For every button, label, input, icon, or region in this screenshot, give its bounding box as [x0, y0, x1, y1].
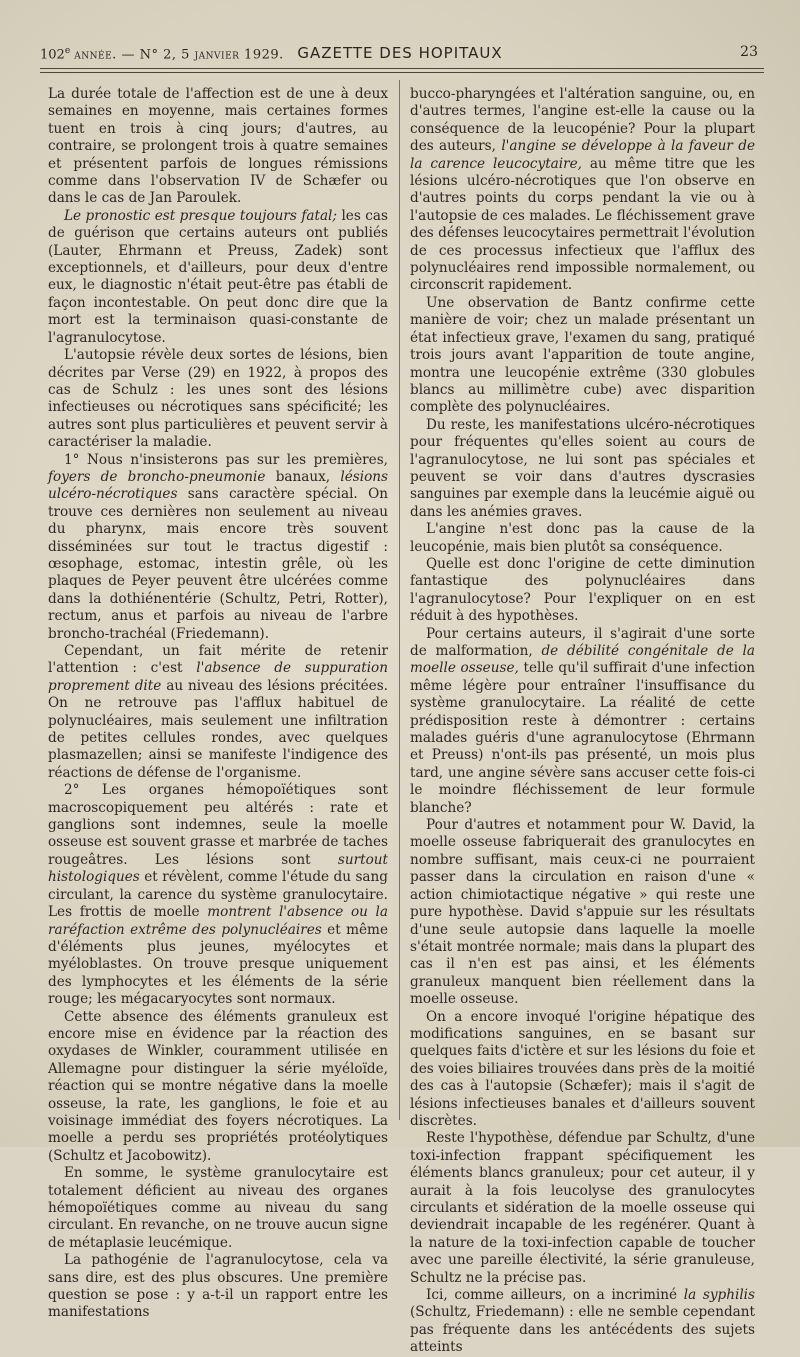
text-run: Cette absence des éléments granuleux est encore mise en évidence par la réaction des oxydases de Winkler, couramment utilisée en Allemagne pour distinguer la série myéloïde, réaction qui se montre négative dans la moelle osseuse, la rate, les ganglions, le foie et au voisinage immédiat des foyers nécrotiques. La moelle a perdu ses propriétés protéolytiques (Schultz et Jacobowitz). [48, 1008, 388, 1164]
text-run: La pathogénie de l'agranulocytose, cela va sans dire, est des plus obscures. Une première question se pose : y a-t-il un rapport entre les manifestations [48, 1252, 388, 1321]
text-run: les cas de guérison que certains auteurs ont publiés (Lauter, Ehrmann et Preuss, Zadek) sont exceptionnels, et d'ailleurs, pour deux d'entre eux, le diagnostic n'était peut-être pas établi de façon incontestable. On peut donc dire que la mort est la terminaison quasi-constante de l'agranulocytose. [48, 207, 388, 346]
column-divider [399, 80, 400, 1120]
text-run: au niveau des lésions précitées. On ne retrouve pas l'afflux habituel de polynucléaires, mais seulement une infiltration de petites cellules rondes, avec quelques plasmazellen; ainsi se manifeste l'indigence des réactions de défense de l'organisme. [48, 677, 388, 781]
page-header [40, 40, 760, 66]
paragraph [410, 295, 755, 417]
italic-text: l'angine se développe à la faveur de la carence leucocytaire, [410, 138, 755, 172]
text-run: et même d'éléments plus jeunes, myélocytes et myéloblastes. On trouve presque uniquement des lymphocytes et les éléments de la série rouge; les mégacaryocytes sont normaux. [48, 921, 388, 1008]
text-run: 2° Les organes hémopoïétiques sont macroscopiquement peu altérés : rate et ganglions sont indemnes, seule la moelle osseuse est souvent grasse et marbrée de taches rougeâtres. Les lésions sont [48, 782, 388, 868]
text-run: Reste l'hypothèse, défendue par Schultz, d'une toxi-infection frappant spécifiquement les éléments blancs granuleux; pour cet auteur, il y aurait à la fois leucolyse des granulocytes circulants et sidération de la moelle osseuse qui deviendrait incapable de les regénérer. Quant à la nature de la toxi-infection capable de toucher avec une pareille électivité, la série granuleuse, Schultz ne la précise pas. [410, 1130, 755, 1286]
paragraph [410, 1130, 755, 1287]
italic-text: lésions ulcéro-nécrotiques [48, 468, 388, 503]
text-run: En somme, le système granulocytaire est totalement déficient au niveau des organes hémopoïétiques comme au niveau du sang circulant. En revanche, on ne trouve aucun signe de métaplasie leucémique. [48, 1165, 388, 1251]
text-run: Du reste, les manifestations ulcéro-nécrotiques pour fréquentes qu'elles soient au cours de l'agranulocytose, ne lui sont pas spéciales et peuvent se voir dans d'autres dyscrasies sanguines par exemple dans la leucémie aiguë ou dans les anémies graves. [410, 416, 755, 520]
italic-text: surtout histologiques [48, 851, 388, 886]
right-column [410, 86, 755, 1357]
text-run: On a encore invoqué l'origine hépatique des modifications sanguines, en se basant sur quelques faits d'ictère et sur les lésions du foie et des voies biliaires trouvées dans près de la moitié des cas à l'autopsie (Schæfer); mais il s'agit de lésions infectieuses banales et d'ailleurs souvent discrètes. [410, 1008, 755, 1129]
text-run: et révèlent, comme l'étude du sang circulant, la carence du système granulocytaire. Les frottis de moelle [48, 869, 388, 921]
paragraph [48, 208, 388, 347]
paragraph [410, 626, 755, 817]
text-run: L'angine n'est donc pas la cause de la leucopénie, mais bien plutôt sa conséquence. [410, 521, 755, 555]
paragraph [410, 521, 755, 556]
paragraph [48, 86, 388, 208]
left-column [48, 86, 388, 1322]
paragraph [410, 817, 755, 1008]
paragraph [48, 347, 388, 451]
text-run: au même titre que les lésions ulcéro-nécrotiques que l'on observe en d'autres points du corps pendant la vie ou à l'autopsie de ces malades. Le fléchissement grave des défenses leucocytaires permettrait l'évolution de ces processus infectieux que l'afflux des polynucléaires rend impossible normalement, ou circonscrit rapidement. [410, 155, 755, 294]
issue-text: année. — N° 2, 5 janvier 1929. [74, 47, 284, 63]
paragraph [48, 1165, 388, 1252]
text-run: Pour d'autres et notamment pour W. David, la moelle osseuse fabriquerait des granulocytes en nombre suffisant, mais ceux-ci ne pourraient passer dans la circulation en raison d'une « action chimiotactique négative » qui reste une pure hypothèse. David s'appuie sur les résultats d'une seule autopsie dans laquelle la moelle s'était montrée normale; mais dans la plupart des cas il n'en est pas ainsi, et les éléments granuleux manquent bien réellement dans la moelle osseuse. [410, 817, 755, 1008]
italic-text: l'absence de suppuration proprement dite [48, 660, 388, 694]
italic-text: de débilité congénitale de la moelle osseuse, [410, 643, 756, 677]
paragraph [48, 782, 388, 1008]
text-run: Quelle est donc l'origine de cette diminution fantastique des polynucléaires dans l'agranulocytose? Pour l'expliquer on en est réduit à des hypothèses. [410, 555, 755, 625]
paragraph [48, 1252, 388, 1322]
paragraph [410, 1287, 755, 1357]
text-run: La durée totale de l'affection est de une à deux semaines en moyenne, mais certaines formes tuent en trois à cinq jours; d'autres, au contraire, se prolongent trois à quatre semaines et présentent parfois de longues rémissions comme dans l'observation IV de Schæfer ou dans le cas de Jan Paroulek. [48, 86, 388, 207]
paragraph [410, 417, 755, 521]
paragraph [48, 1009, 388, 1166]
italic-text: Le pronostic est presque toujours fatal; [64, 207, 337, 224]
page-number: 23 [740, 44, 758, 60]
text-run: L'autopsie révèle deux sortes de lésions, bien décrites par Verse (29) en 1922, à propos des cas de Schulz : les unes sont des lésions infectieuses ou nécrotiques sans spécificité; les autres sont plus particulières et peuvent servir à caractériser la maladie. [48, 347, 388, 451]
paragraph [410, 556, 755, 626]
paragraph [48, 643, 388, 782]
issue-year: 102 [40, 47, 65, 63]
text-run: banaux, [265, 468, 341, 485]
paragraph [48, 452, 388, 643]
paragraph [410, 86, 755, 295]
header-rule-thin [40, 72, 764, 73]
italic-text: montrent l'absence ou la raréfaction extrême des polynucléaires [48, 904, 388, 938]
paragraph [410, 1009, 755, 1131]
italic-text: foyers de broncho-pneumonie [48, 468, 266, 485]
text-run: Une observation de Bantz confirme cette manière de voir; chez un malade présentant un état infectieux grave, l'examen du sang, pratiqué trois jours avant l'apparition de toute angine, montra une leucopénie extrême (330 globules blancs au millimètre cube) avec disparition complète des polynucléaires. [410, 294, 755, 416]
header-rule [40, 68, 764, 69]
text-run: telle qu'il suffirait d'une infection même légère pour entraîner l'insuffisance du système granulocytaire. La réalité de cette prédisposition reste à démontrer : certains malades guéris d'une agranulocytose (Ehrmann et Preuss) n'ont-ils pas présenté, un mois plus tard, une angine sévère sans accuser cette fois-ci le moindre fléchissement de leur formule blanche? [410, 660, 755, 816]
text-run: Cependant, un fait mérite de retenir l'attention : c'est [48, 643, 388, 677]
text-run: sans caractère spécial. On trouve ces dernières non seulement au niveau du pharynx, mais encore très souvent disséminées sur tout le tractus digestif : œsophage, estomac, intestin grêle, où les plaques de Peyer peuvent être ulcérées comme dans la dothiénentérie (Schultz, Petri, Rotter), rectum, anus et parfois au niveau de l'arbre broncho-trachéal (Friedemann). [48, 486, 388, 642]
text-run: bucco-pharyngées et l'altération sanguine, ou, en d'autres termes, l'angine est-elle la cause ou la conséquence de la leucopénie? Pour la plupart des auteurs, [410, 86, 755, 155]
journal-title: GAZETTE DES HOPITAUX [297, 44, 503, 62]
text-run: 1° Nous n'insisterons pas sur les premières, [64, 451, 388, 468]
italic-text: la syphilis [683, 1287, 755, 1304]
issue-year-suffix: e [64, 46, 71, 56]
text-run: Pour certains auteurs, il s'agirait d'une sorte de malformation, [410, 625, 755, 659]
text-run: (Schultz, Friedemann) : elle ne semble cependant pas fréquente dans les antécédents des sujets atteints [410, 1304, 755, 1356]
text-run: Ici, comme ailleurs, on a incriminé [426, 1287, 684, 1304]
